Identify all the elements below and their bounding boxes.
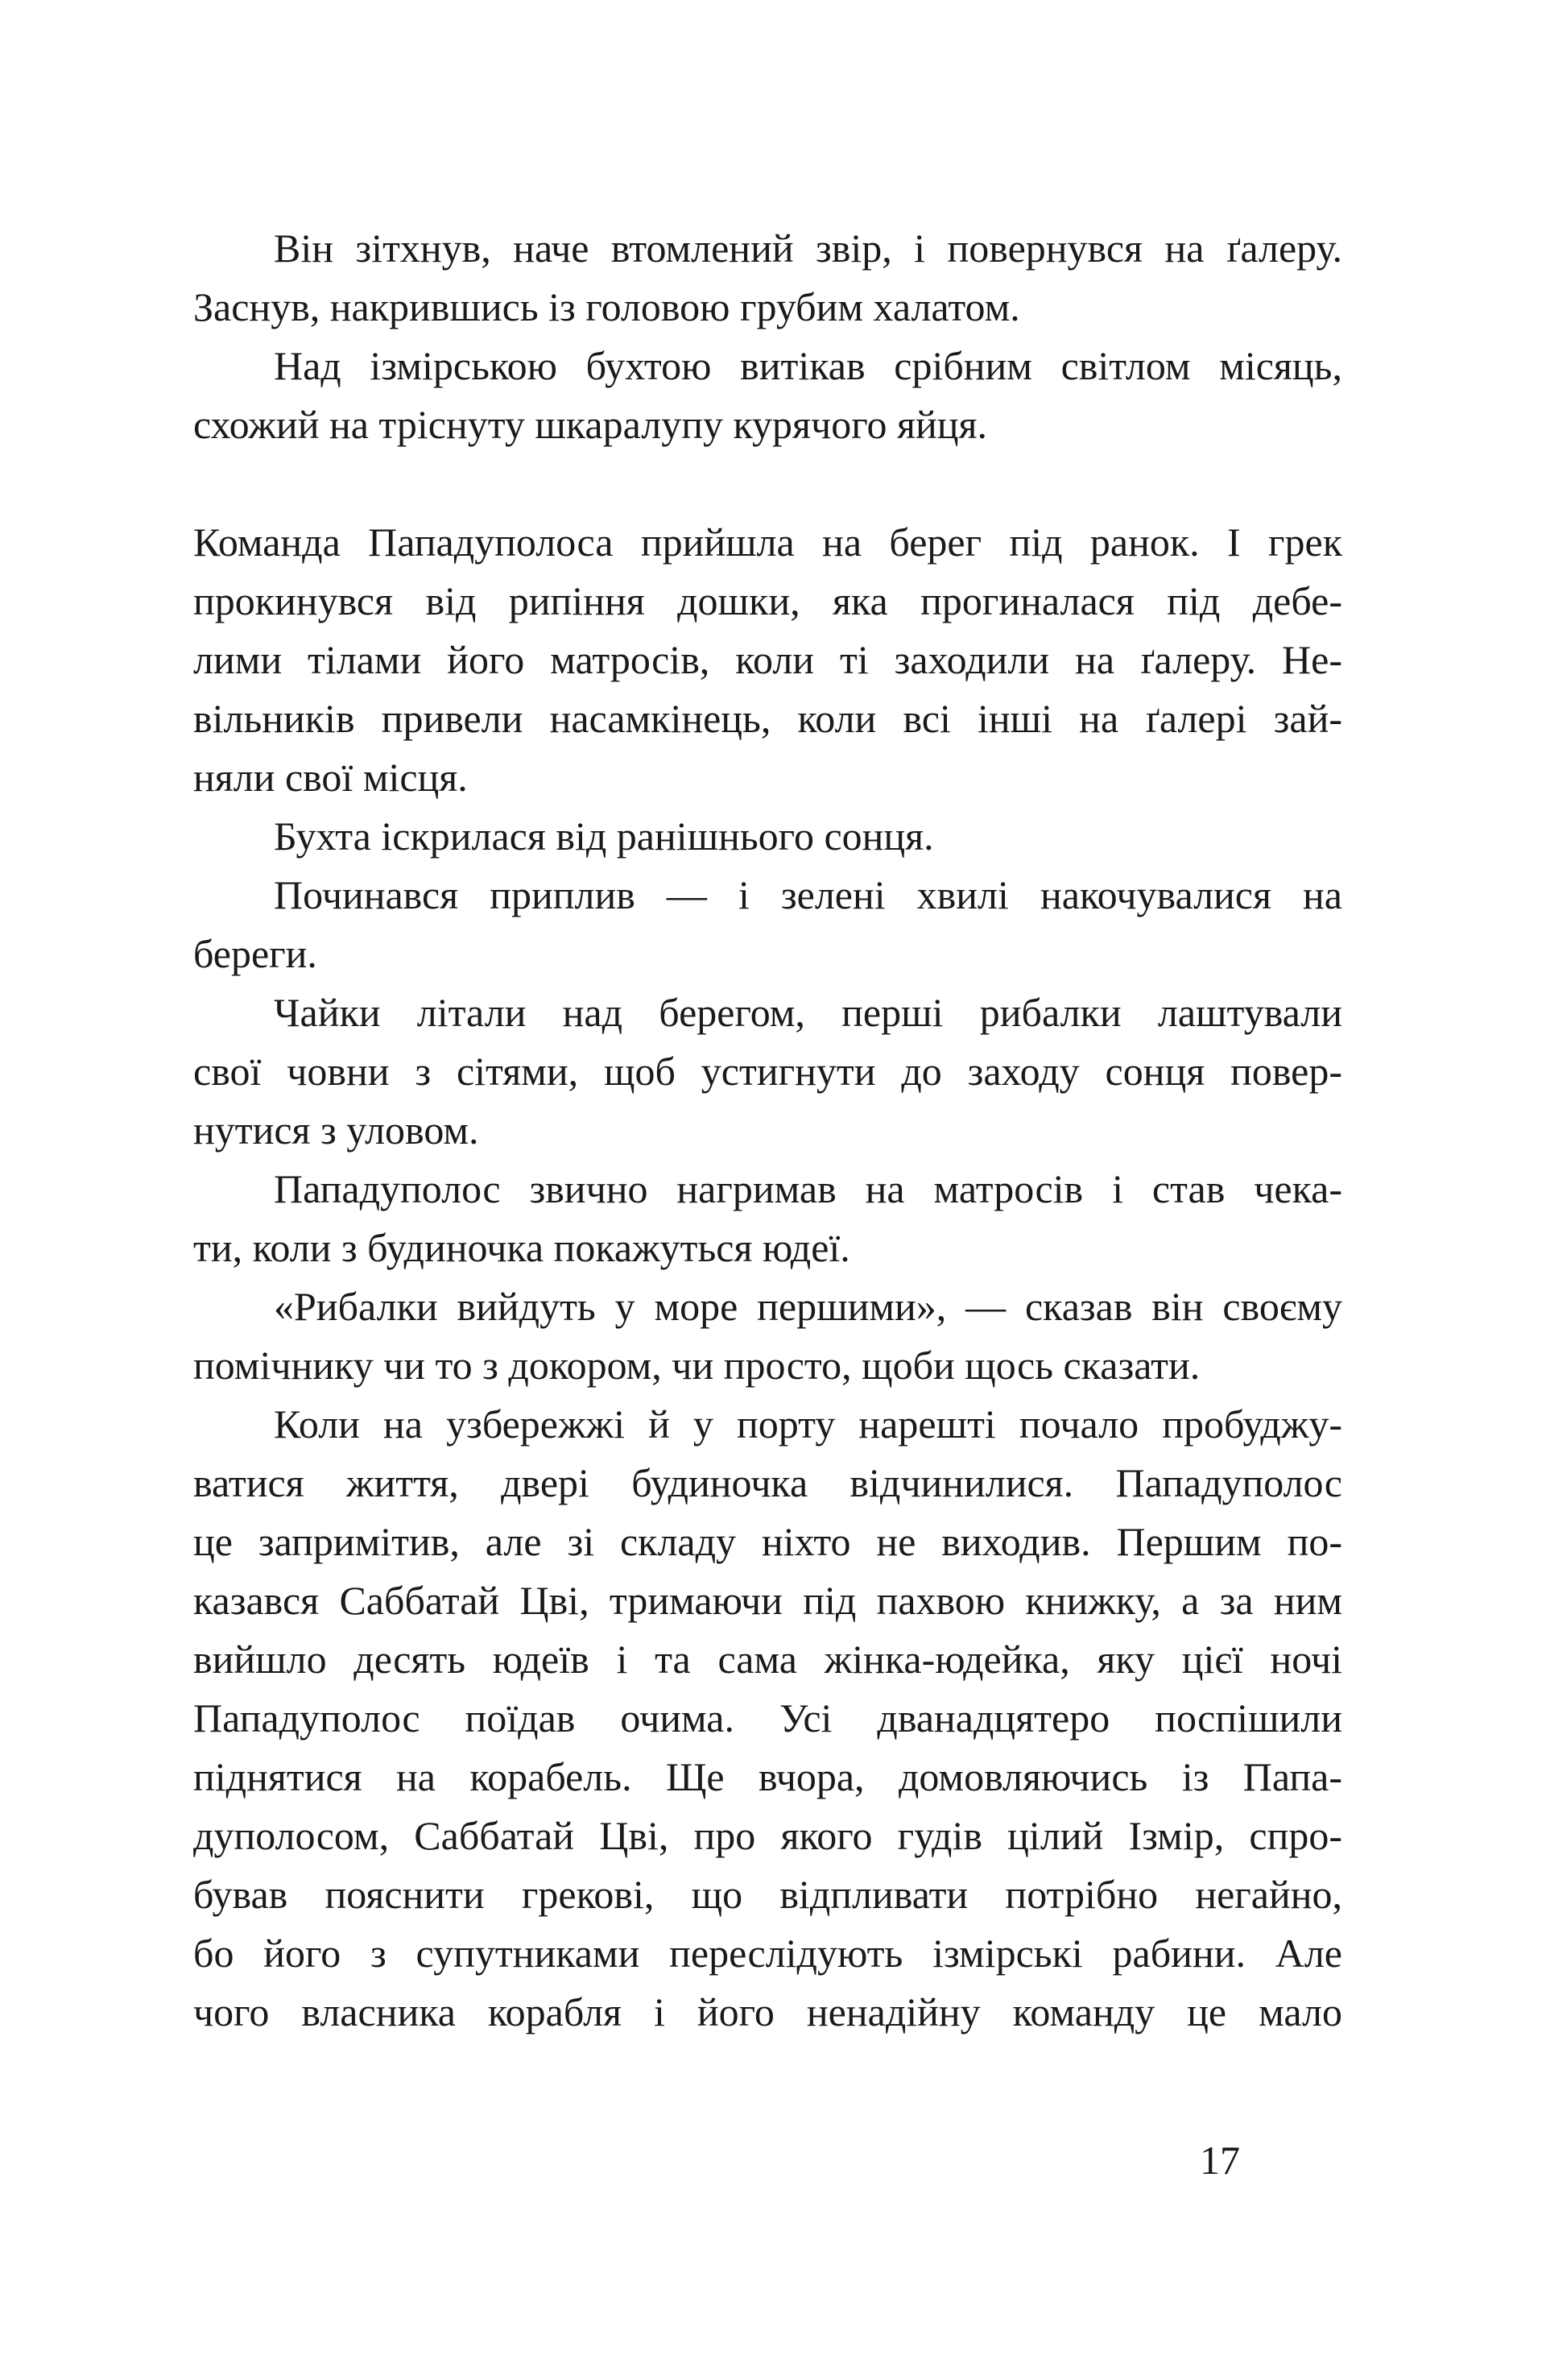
text-line: казався Саббатай Цві, тримаючи під пахвою книжку, а за ним xyxy=(193,1578,1342,1623)
text-line: няли свої місця. xyxy=(193,755,468,800)
text-line: Бухта іскрилася від ранішнього сонця. xyxy=(274,813,934,859)
text-line: бо його з супутниками переслідують ізмірські рабини. Але xyxy=(193,1931,1342,1976)
text-line: Коли на узбережжі й у порту нарешті почало пробуджу- xyxy=(274,1401,1342,1447)
paragraph xyxy=(193,1160,1342,1277)
text-line: схожий на тріснуту шкаралупу курячого яйця. xyxy=(193,402,987,447)
paragraph xyxy=(193,1277,1342,1395)
text-line: «Рибалки вийдуть у море першими», — сказав він своєму xyxy=(274,1284,1342,1329)
paragraph xyxy=(193,866,1342,983)
text-line: Чайки літали над берегом, перші рибалки лаштували xyxy=(274,990,1342,1035)
text-line: Заснув, накрившись із головою грубим халатом. xyxy=(193,284,1020,329)
text-line: Пападуполос поїдав очима. Усі дванадцятеро поспішили xyxy=(193,1695,1342,1741)
text-line: Він зітхнув, наче втомлений звір, і повернувся на ґалеру. xyxy=(274,226,1342,271)
paragraph xyxy=(193,807,1342,866)
text-line: прокинувся від рипіння дошки, яка прогиналася під дебе- xyxy=(193,578,1342,623)
text-line: вийшло десять юдеїв і та сама жінка-юдейка, яку цієї ночі xyxy=(193,1637,1342,1682)
paragraph xyxy=(193,337,1342,454)
text-line: це запримітив, але зі складу ніхто не виходив. Першим по- xyxy=(193,1519,1342,1564)
text-line: Команда Пападуполоса прийшла на берег під ранок. І грек xyxy=(193,519,1342,565)
text-line: лими тілами його матросів, коли ті заходили на ґалеру. Не- xyxy=(193,637,1342,682)
text-line: ватися життя, двері будиночка відчинилися. Пападуполос xyxy=(193,1460,1342,1505)
text-line: свої човни з сітями, щоб устигнути до заходу сонця повер- xyxy=(193,1049,1342,1094)
text-line: дуполосом, Саббатай Цві, про якого гудів цілий Ізмір, спро- xyxy=(193,1813,1342,1858)
text-line: ти, коли з будиночка покажуться юдеї. xyxy=(193,1225,850,1270)
text-line: береги. xyxy=(193,931,317,976)
text-line: нутися з уловом. xyxy=(193,1107,479,1153)
paragraph xyxy=(193,513,1342,807)
paragraph xyxy=(193,219,1342,337)
page-number: 17 xyxy=(1200,2138,1240,2183)
text-line: піднятися на корабель. Ще вчора, домовляючись із Папа- xyxy=(193,1754,1342,1799)
paragraph xyxy=(193,1395,1342,2042)
text-line: Починався приплив — і зелені хвилі накочувалися на xyxy=(274,872,1342,917)
text-line: помічнику чи то з докором, чи просто, щоби щось сказати. xyxy=(193,1343,1201,1388)
text-line: чого власника корабля і його ненадійну команду це мало xyxy=(193,1989,1342,2034)
text-line: вільників привели насамкінець, коли всі інші на ґалері зай- xyxy=(193,696,1342,741)
paragraph xyxy=(193,983,1342,1160)
body-text xyxy=(193,219,1342,2042)
text-line: Над ізмірською бухтою витікав срібним світлом місяць, xyxy=(274,343,1342,388)
text-line: бував пояснити грекові, що відпливати потрібно негайно, xyxy=(193,1872,1342,1917)
text-line: Пападуполос звично нагримав на матросів і став чека- xyxy=(274,1166,1342,1211)
